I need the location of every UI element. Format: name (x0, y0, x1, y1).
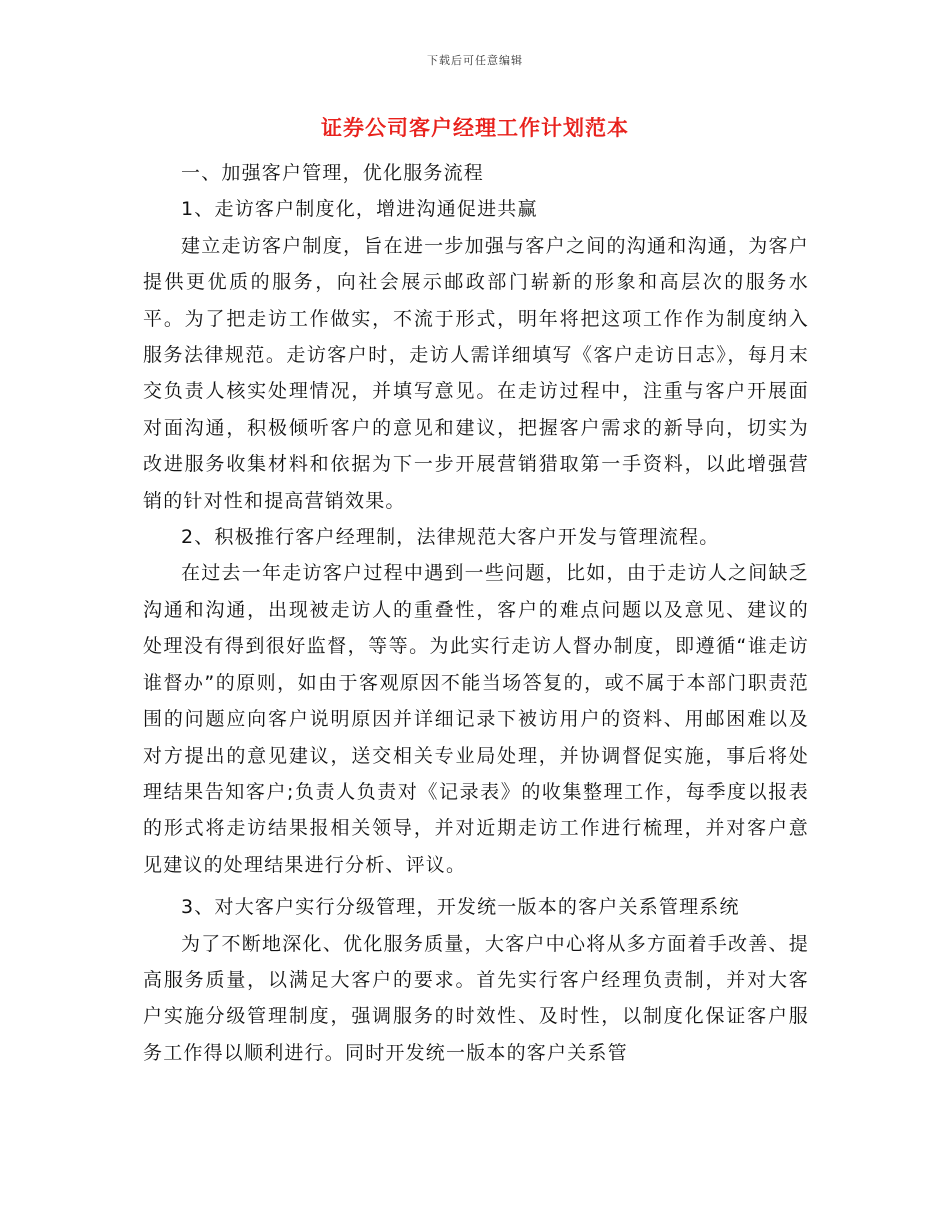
subsection-heading: 2、积极推行客户经理制，法律规范大客户开发与管理流程。 (181, 526, 720, 549)
document-title: 证券公司客户经理工作计划范本 (321, 116, 629, 140)
document-body (143, 155, 809, 1071)
header-note: 下载后可任意编辑 (427, 54, 523, 67)
section-heading: 一、加强客户管理，优化服务流程 (181, 162, 485, 184)
body-paragraph: 在过去一年走访客户过程中遇到一些问题，比如，由于走访人之间缺乏沟通和沟通，出现被走访人的重叠性，客户的难点问题以及意见、建议的处理没有得到很好监督，等等。为此实行走访人督办制度，即遵循“谁走访谁督办”的原则，如由于客观原因不能当场答复的，或不属于本部门职责范围的问题应向客户说明原因并详细记录下被访用户的资料、用邮困难以及对方提出的意见建议，送交相关专业局处理，并协调督促实施，事后将处理结果告知客户;负责人负责对《记录表》的收集整理工作，每季度以报表的形式将走访结果报相关领导，并对近期走访工作进行梳理，并对客户意见建议的处理结果进行分析、评议。 (143, 562, 809, 876)
subsection-heading: 3、对大客户实行分级管理，开发统一版本的客户关系管理系统 (181, 896, 740, 919)
subsection-heading: 1、走访客户制度化，增进沟通促进共赢 (181, 198, 538, 221)
body-paragraph: 为了不断地深化、优化服务质量，大客户中心将从多方面着手改善、提高服务质量，以满足大客户的要求。首先实行客户经理负责制，并对大客户实施分级管理制度，强调服务的时效性、及时性，以制度化保证客户服务工作得以顺利进行。同时开发统一版本的客户关系管 (143, 932, 809, 1064)
body-paragraph: 建立走访客户制度，旨在进一步加强与客户之间的沟通和沟通，为客户提供更优质的服务，向社会展示邮政部门崭新的形象和高层次的服务水平。为了把走访工作做实，不流于形式，明年将把这项工作作为制度纳入服务法律规范。走访客户时，走访人需详细填写《客户走访日志》，每月末交负责人核实处理情况，并填写意见。在走访过程中，注重与客户开展面对面沟通，积极倾听客户的意见和建议，把握客户需求的新导向，切实为改进服务收集材料和依据为下一步开展营销猎取第一手资料，以此增强营销的针对性和提高营销效果。 (143, 234, 809, 512)
